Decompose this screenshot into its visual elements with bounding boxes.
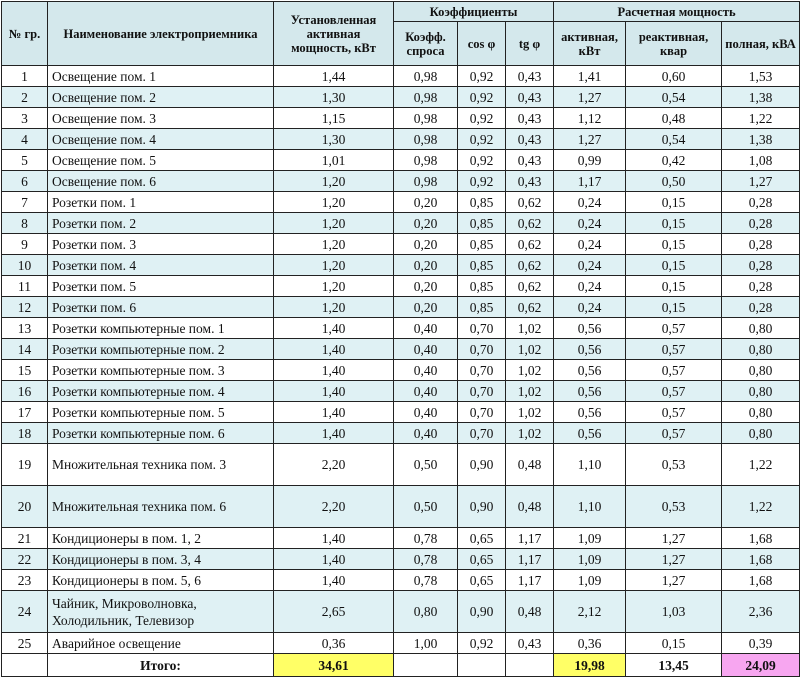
demand-factor-cell: 0,98 bbox=[394, 66, 458, 87]
total-empty-cell bbox=[458, 654, 506, 677]
tg-phi-cell: 0,48 bbox=[506, 444, 554, 486]
cos-phi-cell: 0,70 bbox=[458, 318, 506, 339]
table-row bbox=[2, 360, 800, 381]
tg-phi-cell: 0,62 bbox=[506, 297, 554, 318]
group-number-cell: 2 bbox=[2, 87, 48, 108]
reactive-power-cell: 1,03 bbox=[626, 591, 722, 633]
reactive-power-cell: 0,15 bbox=[626, 633, 722, 654]
apparent-power-cell: 0,28 bbox=[722, 213, 800, 234]
name-cell: Розетки компьютерные пом. 1 bbox=[48, 318, 274, 339]
active-power-cell: 0,99 bbox=[554, 150, 626, 171]
apparent-power-cell: 1,53 bbox=[722, 66, 800, 87]
header-calculated-power: Расчетная мощность bbox=[554, 2, 800, 22]
installed-power-cell: 1,20 bbox=[274, 297, 394, 318]
group-number-cell: 10 bbox=[2, 255, 48, 276]
active-power-cell: 0,56 bbox=[554, 339, 626, 360]
header-name: Наименование электроприемника bbox=[48, 2, 274, 66]
reactive-power-cell: 0,15 bbox=[626, 276, 722, 297]
reactive-power-cell: 0,53 bbox=[626, 486, 722, 528]
apparent-power-cell: 0,28 bbox=[722, 255, 800, 276]
header-apparent-power: полная, кВА bbox=[722, 22, 800, 66]
demand-factor-cell: 0,20 bbox=[394, 276, 458, 297]
table-row bbox=[2, 549, 800, 570]
apparent-power-cell: 0,80 bbox=[722, 402, 800, 423]
table-row bbox=[2, 486, 800, 528]
cos-phi-cell: 0,65 bbox=[458, 570, 506, 591]
cos-phi-cell: 0,92 bbox=[458, 171, 506, 192]
reactive-power-cell: 0,42 bbox=[626, 150, 722, 171]
tg-phi-cell: 0,48 bbox=[506, 486, 554, 528]
installed-power-cell: 1,40 bbox=[274, 360, 394, 381]
group-number-cell: 11 bbox=[2, 276, 48, 297]
apparent-power-cell: 1,68 bbox=[722, 549, 800, 570]
active-power-cell: 1,09 bbox=[554, 528, 626, 549]
apparent-power-cell: 1,22 bbox=[722, 108, 800, 129]
tg-phi-cell: 0,62 bbox=[506, 192, 554, 213]
demand-factor-cell: 0,98 bbox=[394, 87, 458, 108]
tg-phi-cell: 0,62 bbox=[506, 213, 554, 234]
group-number-cell: 5 bbox=[2, 150, 48, 171]
installed-power-cell: 1,40 bbox=[274, 528, 394, 549]
apparent-power-cell: 1,27 bbox=[722, 171, 800, 192]
apparent-power-cell: 0,80 bbox=[722, 423, 800, 444]
group-number-cell: 4 bbox=[2, 129, 48, 150]
name-cell: Чайник, Микроволновка, Холодильник, Телевизор bbox=[48, 591, 274, 633]
installed-power-cell: 2,65 bbox=[274, 591, 394, 633]
apparent-power-cell: 1,38 bbox=[722, 87, 800, 108]
group-number-cell: 15 bbox=[2, 360, 48, 381]
name-cell: Кондиционеры в пом. 1, 2 bbox=[48, 528, 274, 549]
apparent-power-cell: 1,38 bbox=[722, 129, 800, 150]
installed-power-cell: 1,01 bbox=[274, 150, 394, 171]
reactive-power-cell: 1,27 bbox=[626, 528, 722, 549]
active-power-cell: 1,12 bbox=[554, 108, 626, 129]
name-cell: Освещение пом. 3 bbox=[48, 108, 274, 129]
demand-factor-cell: 0,20 bbox=[394, 255, 458, 276]
cos-phi-cell: 0,85 bbox=[458, 192, 506, 213]
cos-phi-cell: 0,65 bbox=[458, 549, 506, 570]
reactive-power-cell: 0,57 bbox=[626, 381, 722, 402]
cos-phi-cell: 0,92 bbox=[458, 150, 506, 171]
name-cell: Розетки пом. 6 bbox=[48, 297, 274, 318]
active-power-cell: 0,56 bbox=[554, 423, 626, 444]
demand-factor-cell: 0,98 bbox=[394, 150, 458, 171]
reactive-power-cell: 0,48 bbox=[626, 108, 722, 129]
total-installed-power: 34,61 bbox=[274, 654, 394, 677]
name-cell: Кондиционеры в пом. 5, 6 bbox=[48, 570, 274, 591]
group-number-cell: 21 bbox=[2, 528, 48, 549]
table-row bbox=[2, 255, 800, 276]
group-number-cell: 6 bbox=[2, 171, 48, 192]
reactive-power-cell: 0,54 bbox=[626, 129, 722, 150]
demand-factor-cell: 0,20 bbox=[394, 192, 458, 213]
tg-phi-cell: 0,43 bbox=[506, 87, 554, 108]
cos-phi-cell: 0,70 bbox=[458, 402, 506, 423]
name-cell: Аварийное освещение bbox=[48, 633, 274, 654]
demand-factor-cell: 0,40 bbox=[394, 423, 458, 444]
cos-phi-cell: 0,92 bbox=[458, 633, 506, 654]
demand-factor-cell: 0,40 bbox=[394, 339, 458, 360]
tg-phi-cell: 0,62 bbox=[506, 234, 554, 255]
demand-factor-cell: 0,40 bbox=[394, 360, 458, 381]
demand-factor-cell: 0,20 bbox=[394, 297, 458, 318]
installed-power-cell: 0,36 bbox=[274, 633, 394, 654]
cos-phi-cell: 0,70 bbox=[458, 339, 506, 360]
active-power-cell: 0,56 bbox=[554, 360, 626, 381]
installed-power-cell: 1,20 bbox=[274, 171, 394, 192]
total-label: Итого: bbox=[48, 654, 274, 677]
table-footer bbox=[2, 654, 800, 677]
reactive-power-cell: 0,57 bbox=[626, 360, 722, 381]
table-row bbox=[2, 87, 800, 108]
total-reactive-power: 13,45 bbox=[626, 654, 722, 677]
apparent-power-cell: 1,68 bbox=[722, 570, 800, 591]
name-cell: Освещение пом. 1 bbox=[48, 66, 274, 87]
installed-power-cell: 1,40 bbox=[274, 549, 394, 570]
reactive-power-cell: 0,54 bbox=[626, 87, 722, 108]
group-number-cell: 23 bbox=[2, 570, 48, 591]
group-number-cell: 17 bbox=[2, 402, 48, 423]
table-row bbox=[2, 444, 800, 486]
demand-factor-cell: 0,40 bbox=[394, 381, 458, 402]
reactive-power-cell: 0,50 bbox=[626, 171, 722, 192]
demand-factor-cell: 0,50 bbox=[394, 444, 458, 486]
cos-phi-cell: 0,85 bbox=[458, 234, 506, 255]
table-row bbox=[2, 129, 800, 150]
active-power-cell: 0,24 bbox=[554, 213, 626, 234]
installed-power-cell: 1,40 bbox=[274, 318, 394, 339]
tg-phi-cell: 0,43 bbox=[506, 150, 554, 171]
cos-phi-cell: 0,85 bbox=[458, 213, 506, 234]
table-row bbox=[2, 570, 800, 591]
active-power-cell: 1,27 bbox=[554, 129, 626, 150]
table-row bbox=[2, 402, 800, 423]
table-row bbox=[2, 297, 800, 318]
name-cell: Розетки компьютерные пом. 5 bbox=[48, 402, 274, 423]
cos-phi-cell: 0,92 bbox=[458, 108, 506, 129]
tg-phi-cell: 0,43 bbox=[506, 129, 554, 150]
cos-phi-cell: 0,92 bbox=[458, 66, 506, 87]
name-cell: Розетки пом. 1 bbox=[48, 192, 274, 213]
cos-phi-cell: 0,85 bbox=[458, 255, 506, 276]
apparent-power-cell: 2,36 bbox=[722, 591, 800, 633]
header-cos-phi: cos φ bbox=[458, 22, 506, 66]
reactive-power-cell: 0,53 bbox=[626, 444, 722, 486]
tg-phi-cell: 1,02 bbox=[506, 381, 554, 402]
name-cell: Розетки пом. 5 bbox=[48, 276, 274, 297]
reactive-power-cell: 0,15 bbox=[626, 255, 722, 276]
tg-phi-cell: 1,02 bbox=[506, 423, 554, 444]
reactive-power-cell: 1,27 bbox=[626, 549, 722, 570]
active-power-cell: 1,10 bbox=[554, 444, 626, 486]
tg-phi-cell: 0,43 bbox=[506, 108, 554, 129]
active-power-cell: 0,24 bbox=[554, 192, 626, 213]
header-active-power: активная, кВт bbox=[554, 22, 626, 66]
active-power-cell: 0,24 bbox=[554, 234, 626, 255]
load-calculation-table bbox=[1, 1, 800, 677]
demand-factor-cell: 0,50 bbox=[394, 486, 458, 528]
active-power-cell: 1,10 bbox=[554, 486, 626, 528]
apparent-power-cell: 0,28 bbox=[722, 192, 800, 213]
cos-phi-cell: 0,90 bbox=[458, 444, 506, 486]
tg-phi-cell: 1,17 bbox=[506, 549, 554, 570]
installed-power-cell: 1,15 bbox=[274, 108, 394, 129]
name-cell: Розетки пом. 2 bbox=[48, 213, 274, 234]
demand-factor-cell: 0,98 bbox=[394, 108, 458, 129]
demand-factor-cell: 0,78 bbox=[394, 549, 458, 570]
apparent-power-cell: 0,28 bbox=[722, 276, 800, 297]
apparent-power-cell: 1,68 bbox=[722, 528, 800, 549]
reactive-power-cell: 0,57 bbox=[626, 339, 722, 360]
name-cell: Розетки компьютерные пом. 3 bbox=[48, 360, 274, 381]
total-apparent-power: 24,09 bbox=[722, 654, 800, 677]
header-demand-factor: Коэфф. спроса bbox=[394, 22, 458, 66]
header-reactive-power: реактивная, квар bbox=[626, 22, 722, 66]
active-power-cell: 0,56 bbox=[554, 402, 626, 423]
table-header bbox=[2, 2, 800, 66]
installed-power-cell: 1,20 bbox=[274, 276, 394, 297]
tg-phi-cell: 1,17 bbox=[506, 570, 554, 591]
name-cell: Освещение пом. 6 bbox=[48, 171, 274, 192]
header-coefficients: Коэффициенты bbox=[394, 2, 554, 22]
installed-power-cell: 1,20 bbox=[274, 213, 394, 234]
table-row bbox=[2, 234, 800, 255]
group-number-cell: 3 bbox=[2, 108, 48, 129]
tg-phi-cell: 1,02 bbox=[506, 402, 554, 423]
demand-factor-cell: 0,80 bbox=[394, 591, 458, 633]
reactive-power-cell: 0,15 bbox=[626, 213, 722, 234]
installed-power-cell: 2,20 bbox=[274, 444, 394, 486]
tg-phi-cell: 0,43 bbox=[506, 66, 554, 87]
total-active-power: 19,98 bbox=[554, 654, 626, 677]
reactive-power-cell: 1,27 bbox=[626, 570, 722, 591]
table-row bbox=[2, 591, 800, 633]
total-empty-cell bbox=[506, 654, 554, 677]
table-row bbox=[2, 171, 800, 192]
name-cell: Розетки пом. 3 bbox=[48, 234, 274, 255]
installed-power-cell: 1,40 bbox=[274, 402, 394, 423]
apparent-power-cell: 1,22 bbox=[722, 486, 800, 528]
apparent-power-cell: 0,28 bbox=[722, 234, 800, 255]
group-number-cell: 14 bbox=[2, 339, 48, 360]
name-cell: Кондиционеры в пом. 3, 4 bbox=[48, 549, 274, 570]
cos-phi-cell: 0,90 bbox=[458, 591, 506, 633]
tg-phi-cell: 1,02 bbox=[506, 360, 554, 381]
reactive-power-cell: 0,57 bbox=[626, 402, 722, 423]
apparent-power-cell: 0,80 bbox=[722, 318, 800, 339]
header-tg-phi: tg φ bbox=[506, 22, 554, 66]
active-power-cell: 1,27 bbox=[554, 87, 626, 108]
group-number-cell: 18 bbox=[2, 423, 48, 444]
table-row bbox=[2, 276, 800, 297]
table-body bbox=[2, 66, 800, 654]
installed-power-cell: 1,30 bbox=[274, 129, 394, 150]
table-row bbox=[2, 108, 800, 129]
installed-power-cell: 1,40 bbox=[274, 570, 394, 591]
installed-power-cell: 1,40 bbox=[274, 381, 394, 402]
table-row bbox=[2, 66, 800, 87]
apparent-power-cell: 1,08 bbox=[722, 150, 800, 171]
demand-factor-cell: 0,20 bbox=[394, 213, 458, 234]
apparent-power-cell: 0,28 bbox=[722, 297, 800, 318]
name-cell: Освещение пом. 5 bbox=[48, 150, 274, 171]
tg-phi-cell: 1,02 bbox=[506, 318, 554, 339]
active-power-cell: 1,09 bbox=[554, 549, 626, 570]
active-power-cell: 2,12 bbox=[554, 591, 626, 633]
tg-phi-cell: 0,48 bbox=[506, 591, 554, 633]
apparent-power-cell: 0,39 bbox=[722, 633, 800, 654]
reactive-power-cell: 0,15 bbox=[626, 192, 722, 213]
name-cell: Розетки компьютерные пом. 4 bbox=[48, 381, 274, 402]
cos-phi-cell: 0,65 bbox=[458, 528, 506, 549]
header-group-number: № гр. bbox=[2, 2, 48, 66]
tg-phi-cell: 0,62 bbox=[506, 276, 554, 297]
installed-power-cell: 1,44 bbox=[274, 66, 394, 87]
cos-phi-cell: 0,85 bbox=[458, 276, 506, 297]
apparent-power-cell: 0,80 bbox=[722, 360, 800, 381]
name-cell: Множительная техника пом. 3 bbox=[48, 444, 274, 486]
table-row bbox=[2, 318, 800, 339]
reactive-power-cell: 0,15 bbox=[626, 234, 722, 255]
installed-power-cell: 1,40 bbox=[274, 339, 394, 360]
demand-factor-cell: 0,20 bbox=[394, 234, 458, 255]
reactive-power-cell: 0,60 bbox=[626, 66, 722, 87]
cos-phi-cell: 0,70 bbox=[458, 381, 506, 402]
table-row bbox=[2, 339, 800, 360]
demand-factor-cell: 0,78 bbox=[394, 570, 458, 591]
group-number-cell: 16 bbox=[2, 381, 48, 402]
group-number-cell: 22 bbox=[2, 549, 48, 570]
installed-power-cell: 1,20 bbox=[274, 234, 394, 255]
total-empty-cell bbox=[2, 654, 48, 677]
table-row bbox=[2, 381, 800, 402]
name-cell: Розетки компьютерные пом. 2 bbox=[48, 339, 274, 360]
apparent-power-cell: 1,22 bbox=[722, 444, 800, 486]
demand-factor-cell: 0,98 bbox=[394, 171, 458, 192]
demand-factor-cell: 0,40 bbox=[394, 318, 458, 339]
table-row bbox=[2, 423, 800, 444]
active-power-cell: 1,41 bbox=[554, 66, 626, 87]
table-row bbox=[2, 633, 800, 654]
tg-phi-cell: 0,43 bbox=[506, 633, 554, 654]
demand-factor-cell: 1,00 bbox=[394, 633, 458, 654]
group-number-cell: 9 bbox=[2, 234, 48, 255]
installed-power-cell: 1,20 bbox=[274, 255, 394, 276]
group-number-cell: 12 bbox=[2, 297, 48, 318]
group-number-cell: 25 bbox=[2, 633, 48, 654]
group-number-cell: 24 bbox=[2, 591, 48, 633]
name-cell: Розетки компьютерные пом. 6 bbox=[48, 423, 274, 444]
installed-power-cell: 1,30 bbox=[274, 87, 394, 108]
tg-phi-cell: 0,62 bbox=[506, 255, 554, 276]
group-number-cell: 7 bbox=[2, 192, 48, 213]
total-empty-cell bbox=[394, 654, 458, 677]
group-number-cell: 20 bbox=[2, 486, 48, 528]
group-number-cell: 8 bbox=[2, 213, 48, 234]
cos-phi-cell: 0,70 bbox=[458, 423, 506, 444]
installed-power-cell: 1,40 bbox=[274, 423, 394, 444]
name-cell: Множительная техника пом. 6 bbox=[48, 486, 274, 528]
group-number-cell: 13 bbox=[2, 318, 48, 339]
table-row bbox=[2, 528, 800, 549]
tg-phi-cell: 1,02 bbox=[506, 339, 554, 360]
reactive-power-cell: 0,15 bbox=[626, 297, 722, 318]
table-row bbox=[2, 150, 800, 171]
cos-phi-cell: 0,90 bbox=[458, 486, 506, 528]
name-cell: Розетки пом. 4 bbox=[48, 255, 274, 276]
active-power-cell: 1,17 bbox=[554, 171, 626, 192]
reactive-power-cell: 0,57 bbox=[626, 423, 722, 444]
apparent-power-cell: 0,80 bbox=[722, 339, 800, 360]
cos-phi-cell: 0,85 bbox=[458, 297, 506, 318]
header-installed-power: Установленная активная мощность, кВт bbox=[274, 2, 394, 66]
name-cell: Освещение пом. 2 bbox=[48, 87, 274, 108]
group-number-cell: 1 bbox=[2, 66, 48, 87]
active-power-cell: 0,56 bbox=[554, 381, 626, 402]
apparent-power-cell: 0,80 bbox=[722, 381, 800, 402]
active-power-cell: 0,56 bbox=[554, 318, 626, 339]
demand-factor-cell: 0,40 bbox=[394, 402, 458, 423]
tg-phi-cell: 1,17 bbox=[506, 528, 554, 549]
demand-factor-cell: 0,98 bbox=[394, 129, 458, 150]
group-number-cell: 19 bbox=[2, 444, 48, 486]
cos-phi-cell: 0,92 bbox=[458, 87, 506, 108]
table-row bbox=[2, 213, 800, 234]
table-row bbox=[2, 192, 800, 213]
active-power-cell: 0,24 bbox=[554, 255, 626, 276]
installed-power-cell: 2,20 bbox=[274, 486, 394, 528]
active-power-cell: 1,09 bbox=[554, 570, 626, 591]
installed-power-cell: 1,20 bbox=[274, 192, 394, 213]
active-power-cell: 0,24 bbox=[554, 297, 626, 318]
name-cell: Освещение пом. 4 bbox=[48, 129, 274, 150]
active-power-cell: 0,36 bbox=[554, 633, 626, 654]
cos-phi-cell: 0,92 bbox=[458, 129, 506, 150]
demand-factor-cell: 0,78 bbox=[394, 528, 458, 549]
tg-phi-cell: 0,43 bbox=[506, 171, 554, 192]
cos-phi-cell: 0,70 bbox=[458, 360, 506, 381]
reactive-power-cell: 0,57 bbox=[626, 318, 722, 339]
active-power-cell: 0,24 bbox=[554, 276, 626, 297]
